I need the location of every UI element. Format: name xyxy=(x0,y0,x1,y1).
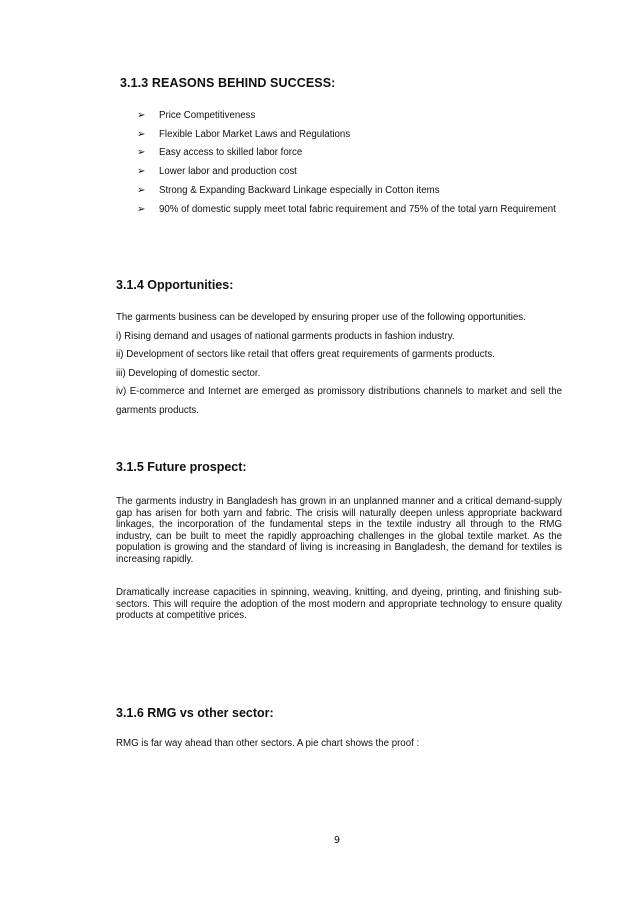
opportunities-text xyxy=(116,309,562,420)
arrow-bullet-icon: ➢ xyxy=(137,166,146,178)
arrow-bullet-icon: ➢ xyxy=(137,110,146,121)
arrow-bullet-icon: ➢ xyxy=(137,128,146,140)
opportunities-intro: The garments business can be developed by ensuring proper use of the following opportunities. xyxy=(116,312,526,323)
opportunity-item: iii) Developing of domestic sector. xyxy=(116,367,261,379)
section-316-heading: 3.1.6 RMG vs other sector: xyxy=(116,706,274,720)
opportunity-item: iv) E-commerce and Internet are emerged as promissory distributions channels to market and sell the garments products. xyxy=(116,386,562,416)
section-313-heading: 3.1.3 REASONS BEHIND SUCCESS: xyxy=(120,76,336,90)
list-item: ➢ Price Competitiveness xyxy=(137,107,557,126)
list-item: ➢ Flexible Labor Market Laws and Regulations xyxy=(137,126,557,145)
list-item: ➢ Lower labor and production cost xyxy=(137,163,557,182)
arrow-bullet-icon: ➢ xyxy=(137,203,146,215)
page-number: 9 xyxy=(334,835,341,846)
future-prospect-paragraph-1: The garments industry in Bangladesh has grown in an unplanned manner and a critical demand-supply gap has arisen for both yarn and fabric. The crisis will naturally deepen unless appropriate backward linkages, the incorporation of the fundamental steps in the textile industry all through to the RMG industry, can be built to meet the rapidly approaching challenges in the global textile market. As the population is growing and the standard of living is increasing in Bangladesh, the demand for textiles is increasing rapidly. xyxy=(116,496,562,565)
arrow-bullet-icon: ➢ xyxy=(137,147,146,159)
success-reasons-list xyxy=(137,107,557,219)
rmg-vs-other-text: RMG is far way ahead than other sectors. A pie chart shows the proof : xyxy=(116,738,420,749)
list-item: ➢ 90% of domestic supply meet total fabric requirement and 75% of the total yarn Requirement xyxy=(137,201,557,220)
opportunity-item: ii) Development of sectors like retail that offers great requirements of garments products. xyxy=(116,349,495,360)
future-prospect-paragraph-2: Dramatically increase capacities in spinning, weaving, knitting, and dyeing, printing, and finishing sub-sectors. This will require the adoption of the most modern and appropriate technology to ensure quality products at competitive prices. xyxy=(116,587,562,622)
opportunity-item: i) Rising demand and usages of national garments products in fashion industry. xyxy=(116,330,455,342)
arrow-bullet-icon: ➢ xyxy=(137,184,146,196)
section-314-heading: 3.1.4 Opportunities: xyxy=(116,278,234,292)
section-315-heading: 3.1.5 Future prospect: xyxy=(116,460,247,474)
list-item: ➢ Strong & Expanding Backward Linkage especially in Cotton items xyxy=(137,182,557,201)
list-item: ➢ Easy access to skilled labor force xyxy=(137,144,557,163)
